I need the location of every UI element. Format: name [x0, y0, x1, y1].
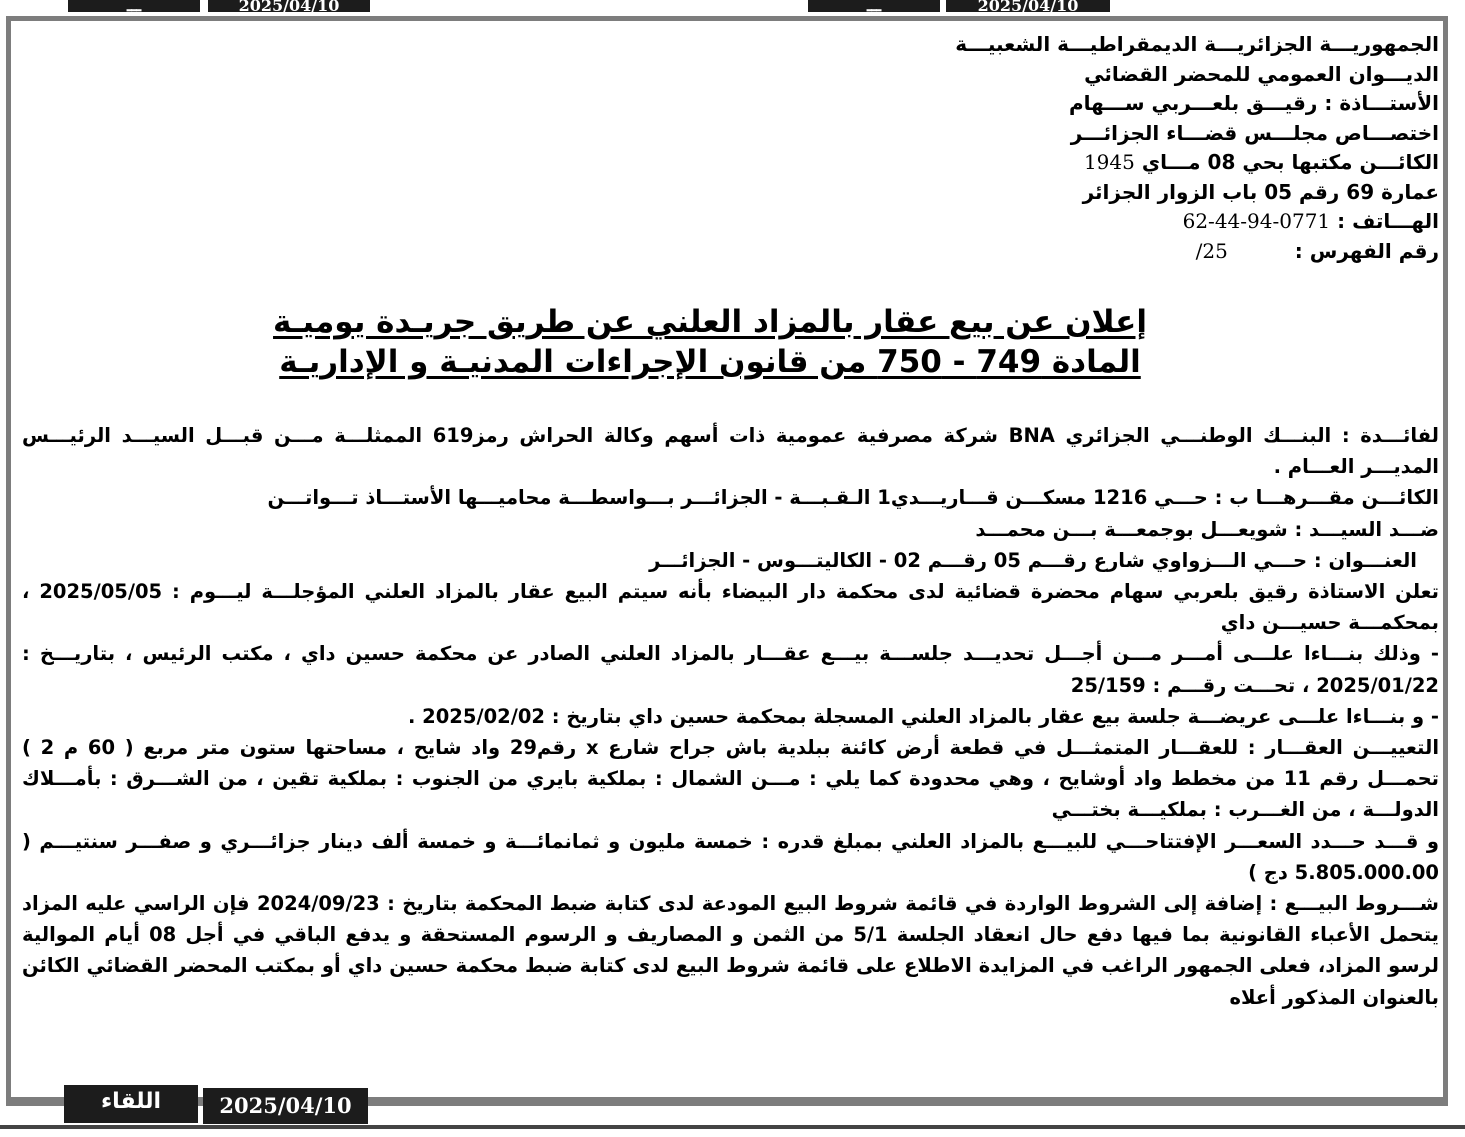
beneficiary-address-paragraph: الكائـــن مقـــرهـــا ب : حـــي 1216 مسكـــن قـــاريـــدي1 الـقـبـــة - الجزائـــر بـــواسطـــة محاميـــها الأستـــاذ تـــواتـــن	[267, 486, 1439, 510]
sale-conditions-paragraph: شـــروط البيـــع : إضافة إلى الشروط الواردة في قائمة شروط البيع المودعة لدى كتابة ضبط المحكمة بتاريخ : 2024/09/23 فإن الراسي عليه المزاد يتحمل الأعباء القانونية بما فيها دفع حال انعقاد الجلسة 5/1 من الثمن و المصاريف و الرسوم المستحقة و يدفع الباقي في أجل 08 أيام الموالية لرسو المزاد، فعلى الجمهور الراغب في المزايدة الاطلاع على قائمة شروط البيع لدى كتابة ضبط محكمة حسين داي أو بمكتب المحضر القضائي الكائن بالعنوان المذكور أعلاه	[22, 892, 1439, 1009]
office-address-year: 1945	[1083, 150, 1135, 174]
top-right-paper-tag: ـــ	[808, 0, 940, 12]
title-line-2: المادة 749 - 750 من قانون الإجراءات المدنيـة و الإداريـة	[279, 344, 1141, 380]
bailiff-header	[739, 30, 1439, 266]
bailiff-name: الأستـــاذة : رقيـــق بلعـــربي ســـهام	[1068, 91, 1439, 115]
footer-date: 2025/04/10	[203, 1088, 368, 1124]
defendant-address-paragraph: العنـــوان : حـــي الـــزواوي شارع رقـــم 05 رقـــم 02 - الكاليتـــوس - الجزائـــر	[649, 548, 1417, 572]
petition-paragraph: - و بنـــاءا علـــى عريضـــة جلسة بيع عقار بالمزاد العلني المسجلة بمحكمة حسين داي بتاريخ : 2025/02/02 .	[407, 704, 1439, 728]
property-description-paragraph: التعييـــن العقـــار : للعقـــار المتمثـــل في قطعة أرض كائنة ببلدية باش جراح شارع x رقم29 واد شايح ، مساحتها ستون متر مربع ( 60 م 2 ) تحمـــل رقم 11 من مخطط واد أوشايح ، وهي محدودة كما يلي : مـــن الشمال : بملكية بايري من الجنوب : بملكية تقين ، من الشـــرق : بأمـــلاك الدولـــة ، من الغـــرب : بملكيـــة بختـــي	[22, 736, 1440, 822]
court-order-paragraph: - وذلك بنـــاءا علـــى أمـــر مـــن أجـــل تحديـــد جلســـة بيـــع عقـــار بالمزاد العلني الصادر عن محكمة حسين داي ، مكتب الرئيس ، بتاريـــخ : 2025/01/22 ، تحـــت رقـــم : 25/159	[22, 642, 1439, 697]
top-left-date-tag: 2025/04/10	[208, 0, 370, 12]
top-right-date-tag: 2025/04/10	[946, 0, 1110, 12]
announcement-body	[22, 420, 1439, 1013]
office-line: الديـــوان العمومي للمحضر القضائي	[1084, 61, 1439, 86]
phone-number: 0771-94-44-62	[1182, 209, 1331, 233]
announcement-title	[120, 302, 1300, 382]
building-line: عمارة 69 رقم 05 باب الزوار الجزائر	[1082, 179, 1439, 204]
top-left-paper-tag: ـــ	[68, 0, 200, 12]
republic-line: الجمهوريـــة الجزائريـــة الديمقراطيـــة الشعبيـــة	[955, 32, 1439, 56]
index-line	[739, 237, 1439, 267]
phone-line	[739, 207, 1439, 237]
sale-notice-paragraph: تعلن الاستاذة رقيق بلعربي سهام محضرة قضائية لدى محكمة دار البيضاء بأنه سيتم البيع عقار بالمزاد العلني المؤجلـــة ليـــوم : 2025/05/05 ، بمحكمـــة حسيـــن داي	[22, 580, 1439, 635]
opening-price-paragraph: و قـــد حـــدد السعـــر الإفتتاحـــي للبيـــع بالمزاد العلني بمبلغ قدره : خمسة مليون و ثمانمائـــة و خمسة ألف دينار جزائـــري و صفـــر سنتيـــم ( 5.805.000.00 دج )	[22, 829, 1439, 884]
bottom-strip	[0, 1125, 1465, 1137]
jurisdiction-line: اختصـــاص مجلـــس قضـــاء الجزائـــر	[1070, 120, 1439, 145]
index-label: رقم الفهرس :	[1294, 238, 1439, 263]
phone-label: الهـــاتف :	[1337, 209, 1439, 233]
footer-newspaper-name: اللقاء	[64, 1085, 198, 1123]
defendant-paragraph: ضـــد السيـــد : شويعـــل بوجمعـــة بـــن محمـــد	[975, 517, 1439, 541]
beneficiary-paragraph: لفائـــدة : البنـــك الوطنـــي الجزائري BNA شركة مصرفية عمومية ذات أسهم وكالة الحراش رمز619 الممثلـــة مـــن قبـــل السيـــد الرئيـــس المديـــر العـــام .	[22, 424, 1440, 479]
office-address-text: الكائـــن مكتبها بحي 08 مـــاي	[1141, 150, 1439, 174]
index-number: 25/	[1195, 238, 1228, 263]
title-line-1: إعلان عن بيع عقار بالمزاد العلني عن طريق جريـدة يوميـة	[273, 304, 1147, 340]
office-address-line	[739, 148, 1439, 178]
